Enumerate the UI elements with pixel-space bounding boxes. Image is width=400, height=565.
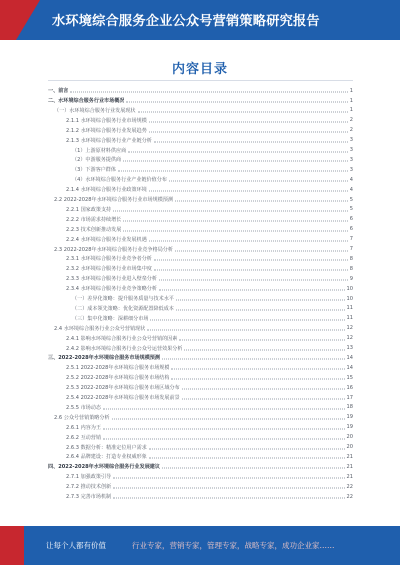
toc-entry-page: 15 [346, 374, 353, 381]
toc-entry-page: 5 [349, 206, 353, 213]
toc-entry-page: 12 [346, 325, 353, 332]
toc-entry-page: 7 [349, 236, 353, 243]
toc-entry-label: 2.7.3 完善市场机制 [66, 494, 112, 501]
toc-entry-label: 2.2.3 技术创新推动发展 [66, 226, 122, 233]
toc-entry-page: 1 [349, 87, 353, 94]
toc-entry-page: 14 [346, 354, 353, 361]
toc-leader-dots [149, 121, 348, 122]
toc-entry-label: 2.2.2 市场需求持续增长 [66, 216, 122, 223]
toc-leader-dots [103, 438, 345, 439]
toc-entry-page: 14 [346, 364, 353, 371]
footer-slogan: 让每个人都有价值 [46, 541, 106, 550]
toc-entry-label: 2.3 2022-2028年水环境综合服务行业竞争格局分析 [54, 246, 173, 253]
toc-entry-page: 16 [346, 384, 353, 391]
toc-leader-dots [149, 191, 348, 192]
toc-entry-label: 2.6.2 互动营销 [66, 434, 101, 441]
toc-entry-label: 2.1.1 水环境综合服务行业市场规模 [66, 117, 147, 124]
toc-entry-label: （一）水环境综合服务行业发展现状 [54, 107, 136, 114]
toc-entry-label: 2.1.4 水环境综合服务行业政策环境 [66, 187, 147, 194]
toc-leader-dots [118, 171, 348, 172]
toc-entry-label: 2.3.2 水环境综合服务行业市场集中度 [66, 266, 152, 273]
toc-entry-page: 3 [349, 147, 353, 154]
toc-entry-label: 2.7.1 加强政策引导 [66, 474, 112, 481]
toc-entry-page: 13 [346, 345, 353, 352]
toc-entry[interactable] [48, 126, 353, 135]
toc-entry-label: 2.6 公众号营销策略分析 [54, 414, 110, 421]
toc-entry[interactable] [48, 106, 353, 115]
toc-entry-page: 6 [349, 226, 353, 233]
toc-entry-page: 9 [349, 275, 353, 282]
toc-entry[interactable] [48, 294, 353, 303]
toc-entry-page: 4 [349, 176, 353, 183]
toc-entry-label: （2）中游服务提供商 [72, 157, 122, 164]
toc-leader-dots [112, 418, 345, 419]
toc-entry[interactable] [48, 452, 353, 461]
toc-leader-dots [179, 339, 344, 340]
toc-leader-dots [175, 250, 348, 251]
toc-leader-dots [70, 92, 347, 93]
toc-leader-dots [123, 161, 348, 162]
toc-leader-dots [126, 102, 347, 103]
toc-leader-dots [154, 270, 348, 271]
toc-entry[interactable] [48, 353, 353, 362]
toc-entry[interactable] [48, 205, 353, 214]
toc-entry-label: 2.5.2 2022-2028年水环境综合服务市场结构 [66, 375, 170, 382]
toc-entry[interactable] [48, 136, 353, 145]
toc-leader-dots [162, 468, 345, 469]
toc-entry-label: （二）成本领先策略：优化资源配置降低成本 [72, 305, 174, 312]
toc-entry-label: 2.5.4 2022-2028年水环境综合服务市场发展前景 [66, 395, 180, 402]
toc-entry[interactable] [48, 284, 353, 293]
toc-entry[interactable] [48, 96, 353, 105]
toc-entry[interactable] [48, 482, 353, 491]
toc-entry-label: 2.2.1 国家政策支持 [66, 206, 112, 213]
toc-leader-dots [171, 369, 344, 370]
toc-entry-page: 1 [349, 107, 353, 114]
toc-entry-label: 2.2 2022-2028年水环境综合服务行业市场规模预测 [54, 197, 173, 204]
toc-entry[interactable] [48, 86, 353, 95]
toc-leader-dots [123, 220, 347, 221]
toc-entry-label: 2.3.1 水环境综合服务行业竞争者分析 [66, 256, 152, 263]
toc-entry-page: 20 [346, 434, 353, 441]
toc-entry[interactable] [48, 185, 353, 194]
toc-leader-dots [113, 488, 344, 489]
toc-entry-label: （一）差异化策略：提升服务质量与技术水平 [72, 296, 174, 303]
toc-entry-page: 8 [349, 265, 353, 272]
toc-entry[interactable] [48, 254, 353, 263]
toc-entry-page: 3 [349, 137, 353, 144]
toc-entry[interactable] [48, 145, 353, 154]
toc-leader-dots [182, 389, 345, 390]
report-title: 水环境综合服务企业公众号营销策略研究报告 [52, 14, 320, 29]
toc-entry[interactable] [48, 155, 353, 164]
toc-entry-page: 17 [346, 394, 353, 401]
toc-entry[interactable] [48, 314, 353, 323]
toc-entry[interactable] [48, 413, 353, 422]
toc-entry-label: 2.5.5 市场动态 [66, 404, 101, 411]
toc-entry-page: 12 [346, 335, 353, 342]
toc-leader-dots [176, 300, 345, 301]
toc-entry[interactable] [48, 324, 353, 333]
toc-entry-page: 11 [346, 315, 353, 322]
toc-entry[interactable] [48, 175, 353, 184]
toc-leader-dots [159, 280, 348, 281]
toc-entry-page: 22 [346, 493, 353, 500]
toc-entry-label: 2.4.2 影响水环境综合服务行业公众号运营效果分析 [66, 345, 183, 352]
toc-leader-dots [149, 240, 348, 241]
toc-entry[interactable] [48, 304, 353, 313]
toc-entry[interactable] [48, 363, 353, 372]
toc-leader-dots [175, 201, 348, 202]
toc-entry[interactable] [48, 472, 353, 481]
toc-entry-label: （3）下游客户群体 [72, 167, 116, 174]
toc-entry-label: 2.1.2 水环境综合服务行业发展趋势 [66, 127, 147, 134]
toc-entry-page: 2 [349, 127, 353, 134]
toc-entry[interactable] [48, 423, 353, 432]
toc-entry-label: 二、水环境综合服务行业市场概况 [48, 98, 125, 105]
toc-leader-dots [169, 181, 348, 182]
toc-leader-dots [171, 379, 344, 380]
toc-entry-label: 2.5.3 2022-2028年水环境综合服务市场区域分布 [66, 385, 180, 392]
toc-entry-label: （三）集中化策略：深耕细分市场 [72, 315, 149, 322]
toc-entry-label: 三、2022-2028年水环境综合服务市场规模预测 [48, 355, 160, 362]
toc-leader-dots [182, 399, 345, 400]
toc-leader-dots [103, 428, 345, 429]
toc-entry[interactable] [48, 165, 353, 174]
toc-leader-dots [184, 349, 344, 350]
toc-entry-page: 19 [346, 424, 353, 431]
toc-entry[interactable] [48, 343, 353, 352]
toc-entry-label: （1）上游原材料供应商 [72, 147, 127, 154]
toc-divider [48, 80, 353, 81]
toc-entry-page: 21 [346, 453, 353, 460]
toc-entry-label: 2.5.1 2022-2028年水环境综合服务市场规模 [66, 365, 170, 372]
toc-leader-dots [113, 478, 344, 479]
toc-leader-dots [150, 319, 344, 320]
toc-entry-page: 10 [346, 295, 353, 302]
toc-entry[interactable] [48, 195, 353, 204]
toc-entry-label: 2.3.4 水环境综合服务行业竞争策略分析 [66, 286, 157, 293]
toc-entry-label: 2.2.4 水环境综合服务行业发展机遇 [66, 236, 147, 243]
toc-entry-page: 8 [349, 255, 353, 262]
toc-entry-page: 21 [346, 473, 353, 480]
toc-leader-dots [154, 260, 348, 261]
toc-entry-page: 11 [346, 305, 353, 312]
toc-entry-label: 2.6.1 内容为王 [66, 424, 101, 431]
toc-entry-page: 4 [349, 186, 353, 193]
toc-entry[interactable] [48, 235, 353, 244]
toc-entry-label: （4）水环境综合服务行业产业链价值分布 [72, 177, 167, 184]
toc-entry[interactable] [48, 492, 353, 501]
toc-leader-dots [147, 329, 344, 330]
toc-entry[interactable] [48, 264, 353, 273]
toc-entry-label: 2.4 水环境综合服务行业公众号营销现状 [54, 325, 146, 332]
toc-entry-page: 19 [346, 414, 353, 421]
toc-leader-dots [123, 230, 347, 231]
toc-entry-page: 10 [346, 285, 353, 292]
toc-entry-page: 2 [349, 117, 353, 124]
toc-entry-label: 一、前言 [48, 88, 69, 95]
toc-entry-page: 21 [346, 463, 353, 470]
toc-entry-label: 2.6.3 数据分析：精准定位用户需求 [66, 444, 147, 451]
toc-entry[interactable] [48, 373, 353, 382]
footer-tagline: 行业专家，营销专家，管理专家，战略专家，成功企业家…… [132, 541, 335, 550]
toc-entry[interactable] [48, 403, 353, 412]
toc-entry[interactable] [48, 334, 353, 343]
toc-entry-page: 1 [349, 97, 353, 104]
toc-entry[interactable] [48, 462, 353, 471]
toc-entry-page: 3 [349, 156, 353, 163]
toc-leader-dots [113, 210, 348, 211]
toc-leader-dots [128, 151, 348, 152]
footer-accent-stripe [0, 526, 24, 565]
toc-entry-page: 20 [346, 444, 353, 451]
toc-leader-dots [159, 290, 345, 291]
toc-entry[interactable] [48, 393, 353, 402]
toc-leader-dots [103, 408, 345, 409]
toc-leader-dots [149, 458, 345, 459]
toc-entry-page: 5 [349, 196, 353, 203]
toc-entry-label: 2.4.1 影响水环境综合服务行业公众号营销的因素 [66, 335, 178, 342]
toc-leader-dots [149, 448, 345, 449]
toc-entry-page: 6 [349, 216, 353, 223]
toc-entry-label: 2.1.3 水环境综合服务行业产业链分析 [66, 137, 152, 144]
toc-entry-page: 18 [346, 404, 353, 411]
toc-entry-label: 2.3.3 水环境综合服务行业进入壁垒分析 [66, 276, 157, 283]
toc-entry[interactable] [48, 274, 353, 283]
toc-entry-label: 2.6.4 品牌建设：打造专业权威形象 [66, 454, 147, 461]
toc-entry[interactable] [48, 244, 353, 253]
toc-entry[interactable] [48, 433, 353, 442]
toc-leader-dots [154, 141, 348, 142]
toc-entry-page: 7 [349, 246, 353, 253]
toc-entry[interactable] [48, 116, 353, 125]
toc-leader-dots [113, 498, 344, 499]
toc-entry[interactable] [48, 383, 353, 392]
toc-leader-dots [176, 309, 345, 310]
toc-entry[interactable] [48, 215, 353, 224]
toc-entry-page: 22 [346, 483, 353, 490]
toc-entry[interactable] [48, 442, 353, 451]
toc-entry-label: 2.7.2 推动技术创新 [66, 484, 112, 491]
toc-entry-page: 3 [349, 166, 353, 173]
toc-leader-dots [149, 131, 348, 132]
table-of-contents [48, 86, 353, 516]
toc-leader-dots [162, 359, 345, 360]
toc-heading: 内容目录 [171, 62, 228, 77]
toc-entry-label: 四、2022-2028年水环境综合服务行业发展建议 [48, 464, 160, 471]
toc-entry[interactable] [48, 225, 353, 234]
toc-leader-dots [138, 111, 348, 112]
